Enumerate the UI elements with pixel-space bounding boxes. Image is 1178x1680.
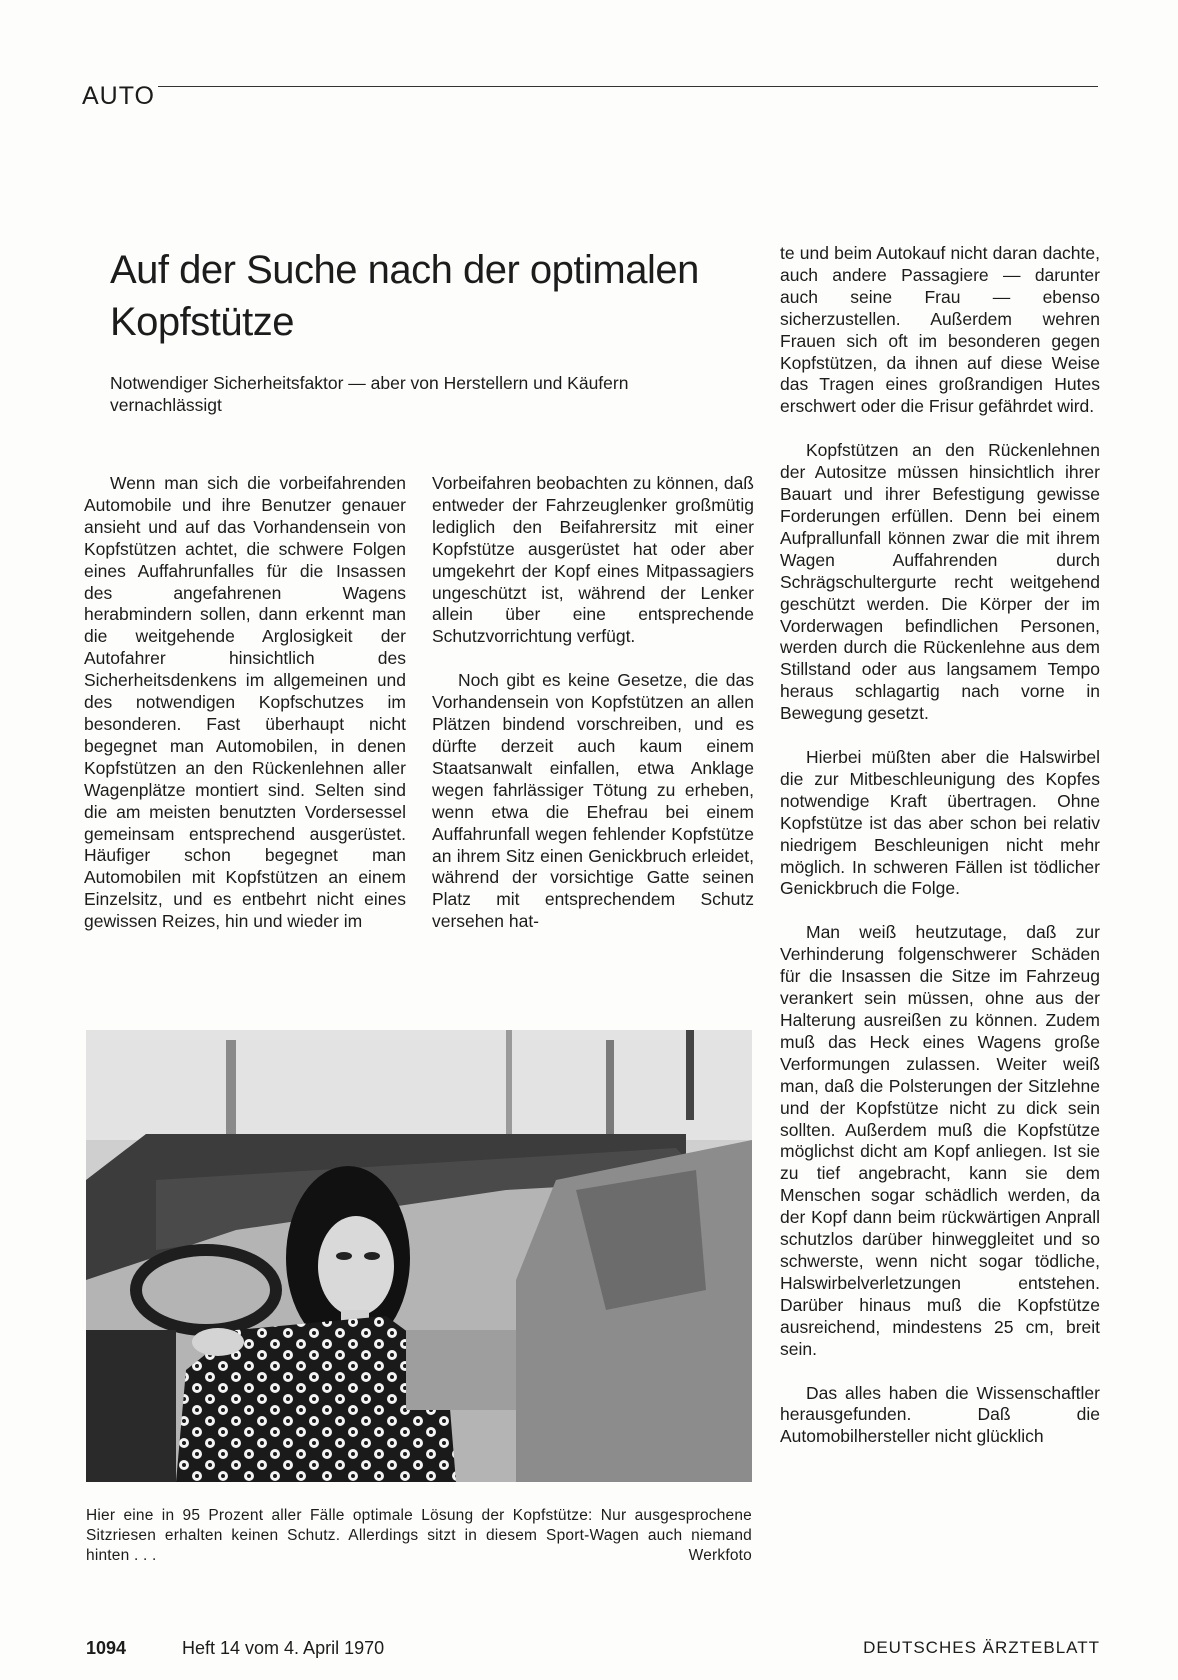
- text-column-3: [780, 243, 1100, 1448]
- car-photo: [86, 1030, 752, 1482]
- paragraph: Das alles haben die Wissenschaftler herausgefunden. Daß die Automobilhersteller nicht glücklich: [780, 1382, 1100, 1447]
- text-column-2: [432, 473, 754, 933]
- paragraph: te und beim Autokauf nicht daran dachte, auch andere Passagiere — darunter auch seine Frau — ebenso sicherzustellen. Außerdem wehren Frauen sich oft im besonderen gegen Kopfstützen, da ihnen auf diese Weise das Tragen eines großrandigen Hutes erschwert oder die Frisur gefährdet wird.: [780, 243, 1100, 417]
- section-rule: [158, 86, 1098, 87]
- issue-info: Heft 14 vom 4. April 1970: [182, 1638, 385, 1658]
- paragraph: Man weiß heutzutage, daß zur Verhinderung folgenschwerer Schäden für die Insassen die Sitze im Fahrzeug verankert sein müssen, ohne aus der Halterung ausreißen zu können. Zudem muß das Heck eines Wagens große Verformungen zulassen. Weiter weiß man, daß die Polsterungen der Sitzlehne und der Kopfstütze nicht zu dick sein sollten. Außerdem muß die Kopfstütze möglichst dicht am Kopf anliegen. Ist sie zu tief angebracht, kann sie dem Menschen sogar schädlich werden, da der Kopf dann beim rückwärtigen Anprall schutzlos darüber hinweggleitet und so schwerste, wenn nicht sogar tödliche, Halswirbelverletzungen entstehen. Darüber hinaus muß die Kopfstütze ausreichend, mindestens 25 cm, breit sein.: [780, 922, 1100, 1359]
- photo-credit: Werkfoto: [688, 1547, 752, 1564]
- text-column-1: [84, 473, 406, 933]
- section-label: AUTO: [82, 82, 155, 110]
- paragraph: Wenn man sich die vorbeifahrenden Automobile und ihre Benutzer genauer ansieht und auf das Vorhandensein von Kopfstützen achtet, die schwere Folgen eines Auffahrunfalles für die Insassen des angefahrenen Wagens herabmindern sollen, dann erkennt man die weitgehende Arglosigkeit der Autofahrer hinsichtlich des Sicherheitsdenkens im allgemeinen und des notwendigen Kopfschutzes im besonderen. Fast überhaupt nicht begegnet man Automobilen, in denen Kopfstützen an den Rückenlehnen aller Wagenplätze montiert sind. Selten sind die am meisten benutzten Vordersessel gemeinsam entsprechend ausgerüstet. Häufiger schon begegnet man Automobilen mit Kopfstützen an einem Einzelsitz, und es entbehrt nicht eines gewissen Reizes, hin und wieder im: [84, 473, 406, 932]
- caption-text: Hier eine in 95 Prozent aller Fälle optimale Lösung der Kopfstütze: Nur ausgesprochene Sitzriesen erhalten keinen Schutz. Allerdings sitzt in diesem Sport-Wagen auch niemand hinten . . .: [86, 1507, 752, 1564]
- article-title: Auf der Suche nach der optimalen Kopfstütze: [110, 248, 699, 344]
- page-number: 1094: [86, 1638, 127, 1658]
- article-subtitle: Notwendiger Sicherheitsfaktor — aber von Herstellern und Käufern vernachlässigt: [110, 373, 629, 415]
- car-photo-illustration: [86, 1030, 752, 1482]
- paragraph: Hierbei müßten aber die Halswirbel die zur Mitbeschleunigung des Kopfes notwendige Kraft übertragen. Ohne Kopfstütze ist das aber schon bei relativ niedrigem Beschleunigen nicht mehr möglich. In schweren Fällen ist tödlicher Genickbruch die Folge.: [780, 747, 1100, 899]
- paragraph: Kopfstützen an den Rückenlehnen der Autositze müssen hinsichtlich ihrer Bauart und ihrer Befestigung gewisse Forderungen erfüllen. Denn bei einem Aufprallunfall können zwar die mit ihrem Wagen Auffahrenden durch Schrägschultergurte recht weitgehend geschützt werden. Die Körper der im Vorderwagen befindlichen Personen, werden durch die Rückenlehne aus dem Stillstand oder aus langsamem Tempo heraus schlagartig nach vorne in Bewegung gesetzt.: [780, 440, 1100, 724]
- paragraph: Vorbeifahren beobachten zu können, daß entweder der Fahrzeuglenker großmütig lediglich den Beifahrersitz mit einer Kopfstütze ausgerüstet hat oder aber umgekehrt der Kopf eines Mitpassagiers ungeschützt ist, während der Lenker allein über eine entsprechende Schutzvorrichtung verfügt.: [432, 473, 754, 647]
- paragraph: Noch gibt es keine Gesetze, die das Vorhandensein von Kopfstützen an allen Plätzen bindend vorschreiben, und es dürfte derzeit auch kaum einem Staatsanwalt einfallen, etwa Anklage wegen fahrlässiger Tötung zu erheben, wenn etwa die Ehefrau bei einem Auffahrunfall wegen fehlender Kopfstütze an ihrem Sitz einen Genickbruch erleidet, während der vorsichtige Gatte seinen Platz mit entsprechendem Schutz versehen hat-: [432, 670, 754, 932]
- journal-name: DEUTSCHES ÄRZTEBLATT: [863, 1638, 1100, 1657]
- photo-caption: [86, 1506, 752, 1566]
